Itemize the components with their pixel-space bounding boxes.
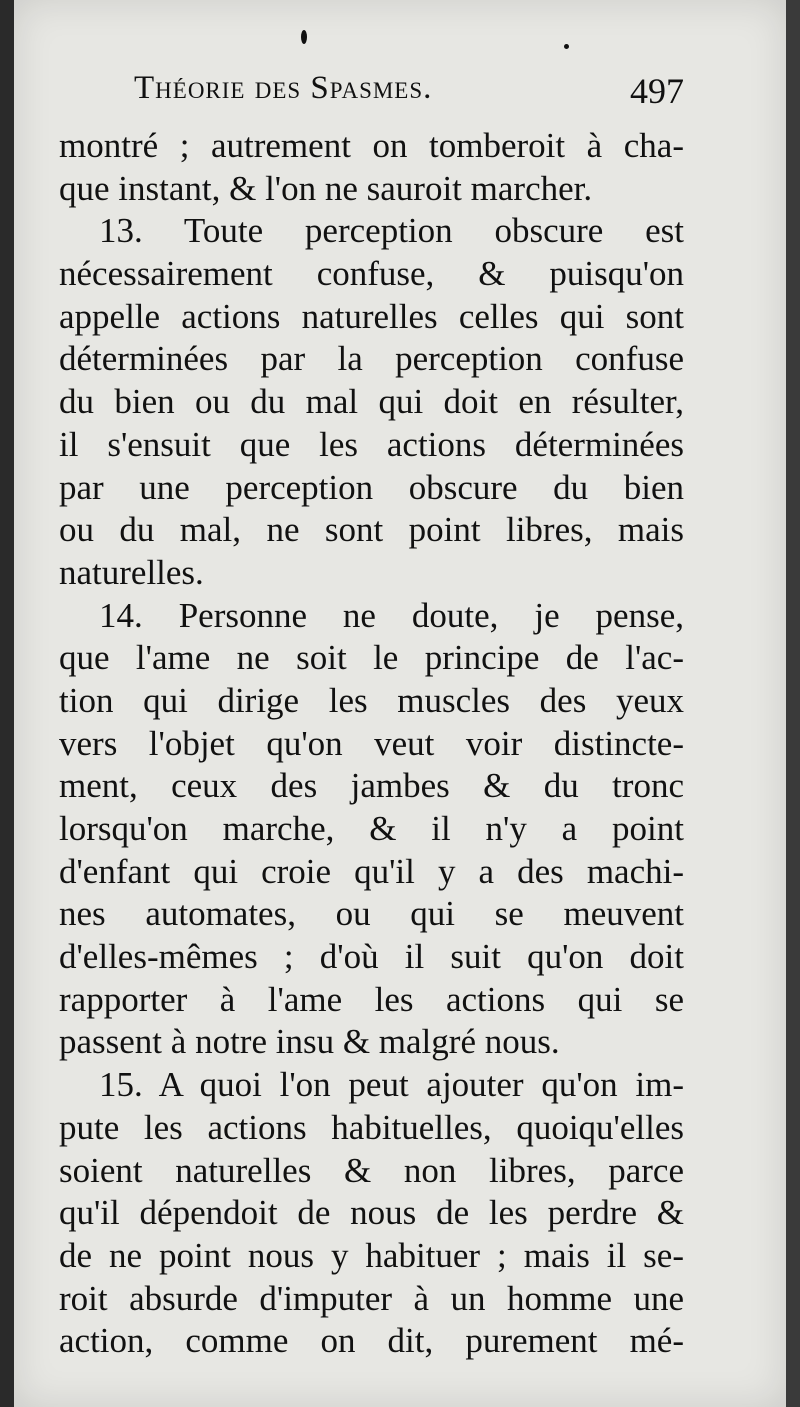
text-line: naturelles. xyxy=(59,552,204,592)
text-line: du bien ou du mal qui doit en résulter, xyxy=(59,382,684,422)
text-line: action, comme on dit, purement mé- xyxy=(59,1321,684,1361)
ink-speck xyxy=(301,30,307,44)
text-line: que l'ame ne soit le principe de l'ac- xyxy=(59,638,684,678)
text-line: montré ; autrement on tomberoit à cha- xyxy=(59,126,684,165)
text-line: appelle actions naturelles celles qui sont xyxy=(59,296,684,336)
text-line: passent à notre insu & malgré nous. xyxy=(59,1022,560,1062)
page-edge xyxy=(786,0,800,1407)
text-line: d'elles-mêmes ; d'où il suit qu'on doit xyxy=(59,937,684,977)
text-line: ou du mal, ne sont point libres, mais xyxy=(59,510,684,550)
text-line: vers l'objet qu'on veut voir distincte- xyxy=(59,723,684,763)
text-line: d'enfant qui croie qu'il y a des machi- xyxy=(59,851,684,891)
text-line: rapporter à l'ame les actions qui se xyxy=(59,979,684,1019)
text-line: 15. A quoi l'on peut ajouter qu'on im- xyxy=(99,1065,684,1105)
text-line: ment, ceux des jambes & du tronc xyxy=(59,766,684,806)
body-text xyxy=(59,125,684,1363)
ink-speck xyxy=(564,44,569,49)
text-line: tion qui dirige les muscles des yeux xyxy=(59,680,684,720)
page-header xyxy=(134,70,684,120)
text-line: qu'il dépendoit de nous de les perdre & xyxy=(59,1193,684,1233)
text-line: pute les actions habituelles, quoiqu'elles xyxy=(59,1107,684,1147)
text-line: que instant, & l'on ne sauroit marcher. xyxy=(59,168,593,208)
text-line: lorsqu'on marche, & il n'y a point xyxy=(59,809,684,848)
page-number: 497 xyxy=(630,71,684,111)
text-line: par une perception obscure du bien xyxy=(59,467,684,507)
running-title: Théorie des Spasmes. xyxy=(134,70,433,106)
text-line: 13. Toute perception obscure est xyxy=(99,211,684,251)
text-line: 14. Personne ne doute, je pense, xyxy=(99,595,684,635)
text-line: nes automates, ou qui se meuvent xyxy=(59,894,684,934)
text-line: nécessairement confuse, & puisqu'on xyxy=(59,254,684,294)
text-line: de ne point nous y habituer ; mais il se- xyxy=(59,1235,684,1275)
text-line: soient naturelles & non libres, parce xyxy=(59,1150,684,1190)
text-line: déterminées par la perception confuse xyxy=(59,339,684,379)
book-page xyxy=(14,0,786,1407)
text-line: roit absurde d'imputer à un homme une xyxy=(59,1278,684,1318)
text-line: il s'ensuit que les actions déterminées xyxy=(59,424,684,464)
book-gutter xyxy=(0,0,14,1407)
